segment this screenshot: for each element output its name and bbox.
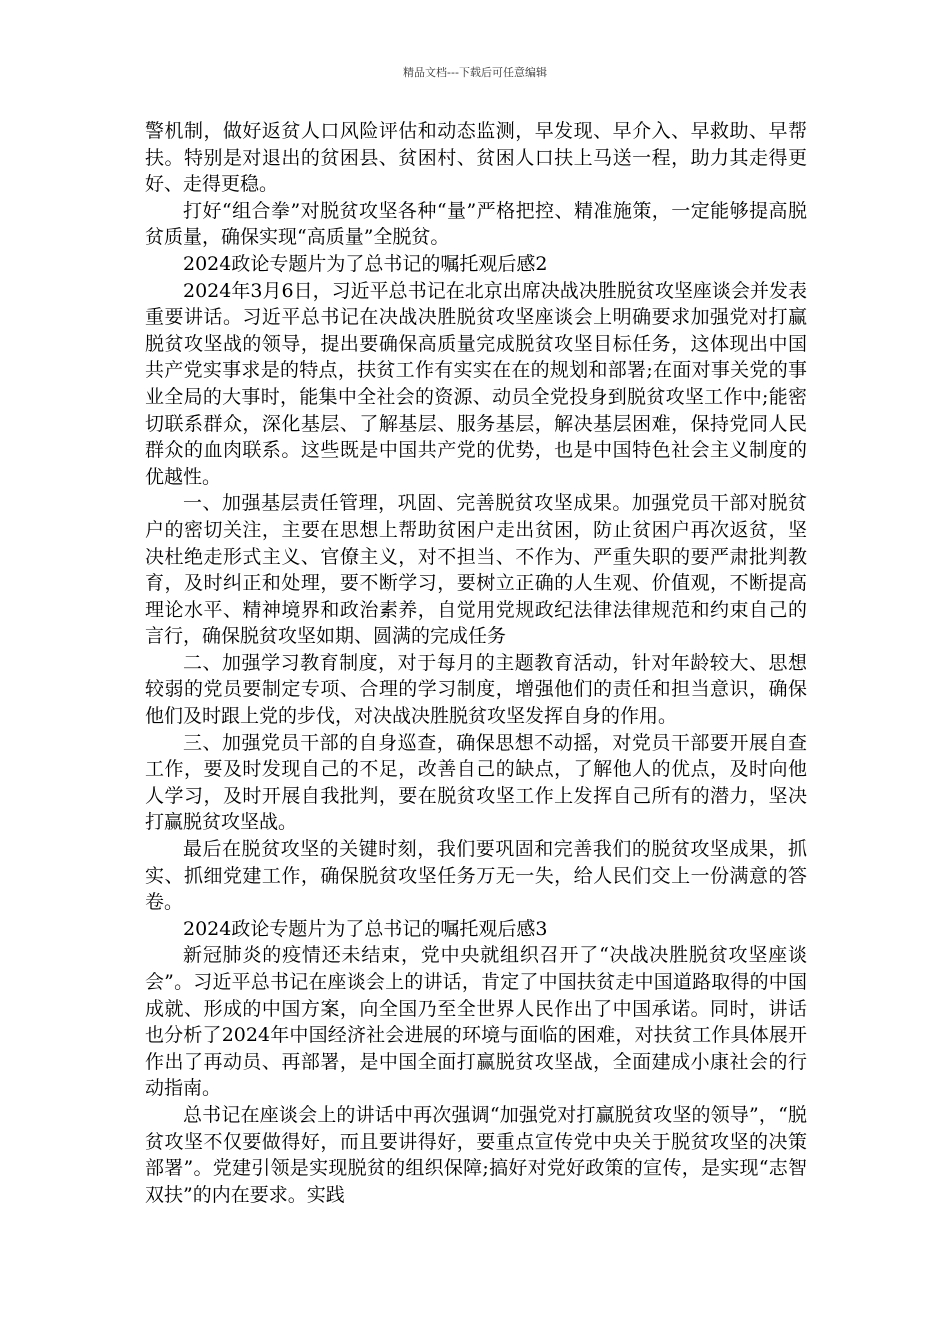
paragraph: 打好“组合拳”对脱贫攻坚各种“量”严格把控、精准施策，一定能够提高脱贫质量，确保实现“高质量”全脱贫。 xyxy=(145,199,807,249)
paragraph: 三、加强党员干部的自身巡查，确保思想不动摇，对党员干部要开展自查工作，要及时发现自己的不足，改善自己的缺点，了解他人的优点，及时向他人学习，及时开展自我批判，要在脱贫攻坚工作上发挥自己所有的潜力，坚决打赢脱贫攻坚战。 xyxy=(145,731,807,834)
paragraph: 新冠肺炎的疫情还未结束，党中央就组织召开了“决战决胜脱贫攻坚座谈会”。习近平总书记在座谈会上的讲话，肯定了中国扶贫走中国道路取得的中国成就、形成的中国方案，向全国乃至全世界人民作出了中国承诺。同时，讲话也分析了2024年中国经济社会进展的环境与面临的困难，对扶贫工作具体展开作出了再动员、再部署，是中国全面打赢脱贫攻坚战，全面建成小康社会的行动指南。 xyxy=(145,944,807,1100)
paragraph: 最后在脱贫攻坚的关键时刻，我们要巩固和完善我们的脱贫攻坚成果，抓实、抓细党建工作，确保脱贫攻坚任务万无一失，给人民们交上一份满意的答卷。 xyxy=(145,838,807,914)
section-heading: 2024政论专题片为了总书记的嘱托观后感3 xyxy=(183,917,548,940)
document-body xyxy=(145,118,807,1208)
paragraph: 总书记在座谈会上的讲话中再次强调“加强党对打赢脱贫攻坚的领导”，“脱贫攻坚不仅要做得好，而且要讲得好，要重点宣传党中央关于脱贫攻坚的决策部署”。党建引领是实现脱贫的组织保障;搞好对党好政策的宣传，是实现“志智双扶”的内在要求。实践 xyxy=(145,1103,807,1206)
paragraph-continuation: 警机制，做好返贫人口风险评估和动态监测，早发现、早介入、早救助、早帮扶。特别是对退出的贫困县、贫困村、贫困人口扶上马送一程，助力其走得更好、走得更稳。 xyxy=(145,120,807,196)
page-header: 精品文档---下载后可任意编辑 xyxy=(403,66,547,79)
paragraph: 二、加强学习教育制度，对于每月的主题教育活动，针对年龄较大、思想较弱的党员要制定专项、合理的学习制度，增强他们的责任和担当意识，确保他们及时跟上党的步伐，对决战决胜脱贫攻坚发挥自身的作用。 xyxy=(145,651,807,728)
section-heading: 2024政论专题片为了总书记的嘱托观后感2 xyxy=(183,252,548,275)
paragraph: 2024年3月6日，习近平总书记在北京出席决战决胜脱贫攻坚座谈会并发表重要讲话。习近平总书记在决战决胜脱贫攻坚座谈会上明确要求加强党对打赢脱贫攻坚战的领导，提出要确保高质量完成脱贫攻坚目标任务，这体现出中国共产党实事求是的特点，扶贫工作有实实在在的规划和部署;在面对事关党的事业全局的大事时，能集中全社会的资源、动员全党投身到脱贫攻坚工作中;能密切联系群众，深化基层、了解基层、服务基层，解决基层困难，保持党同人民群众的血肉联系。这些既是中国共产党的优势，也是中国特色社会主义制度的优越性。 xyxy=(145,279,807,488)
paragraph: 一、加强基层责任管理，巩固、完善脱贫攻坚成果。加强党员干部对脱贫户的密切关注，主要在思想上帮助贫困户走出贫困，防止贫困户再次返贫，坚决杜绝走形式主义、官僚主义，对不担当、不作为、严重失职的要严肃批判教育，及时纠正和处理，要不断学习，要树立正确的人生观、价值观，不断提高理论水平、精神境界和政治素养，自觉用党规政纪法律法律规范和约束自己的言行，确保脱贫攻坚如期、圆满的完成任务 xyxy=(145,492,807,648)
